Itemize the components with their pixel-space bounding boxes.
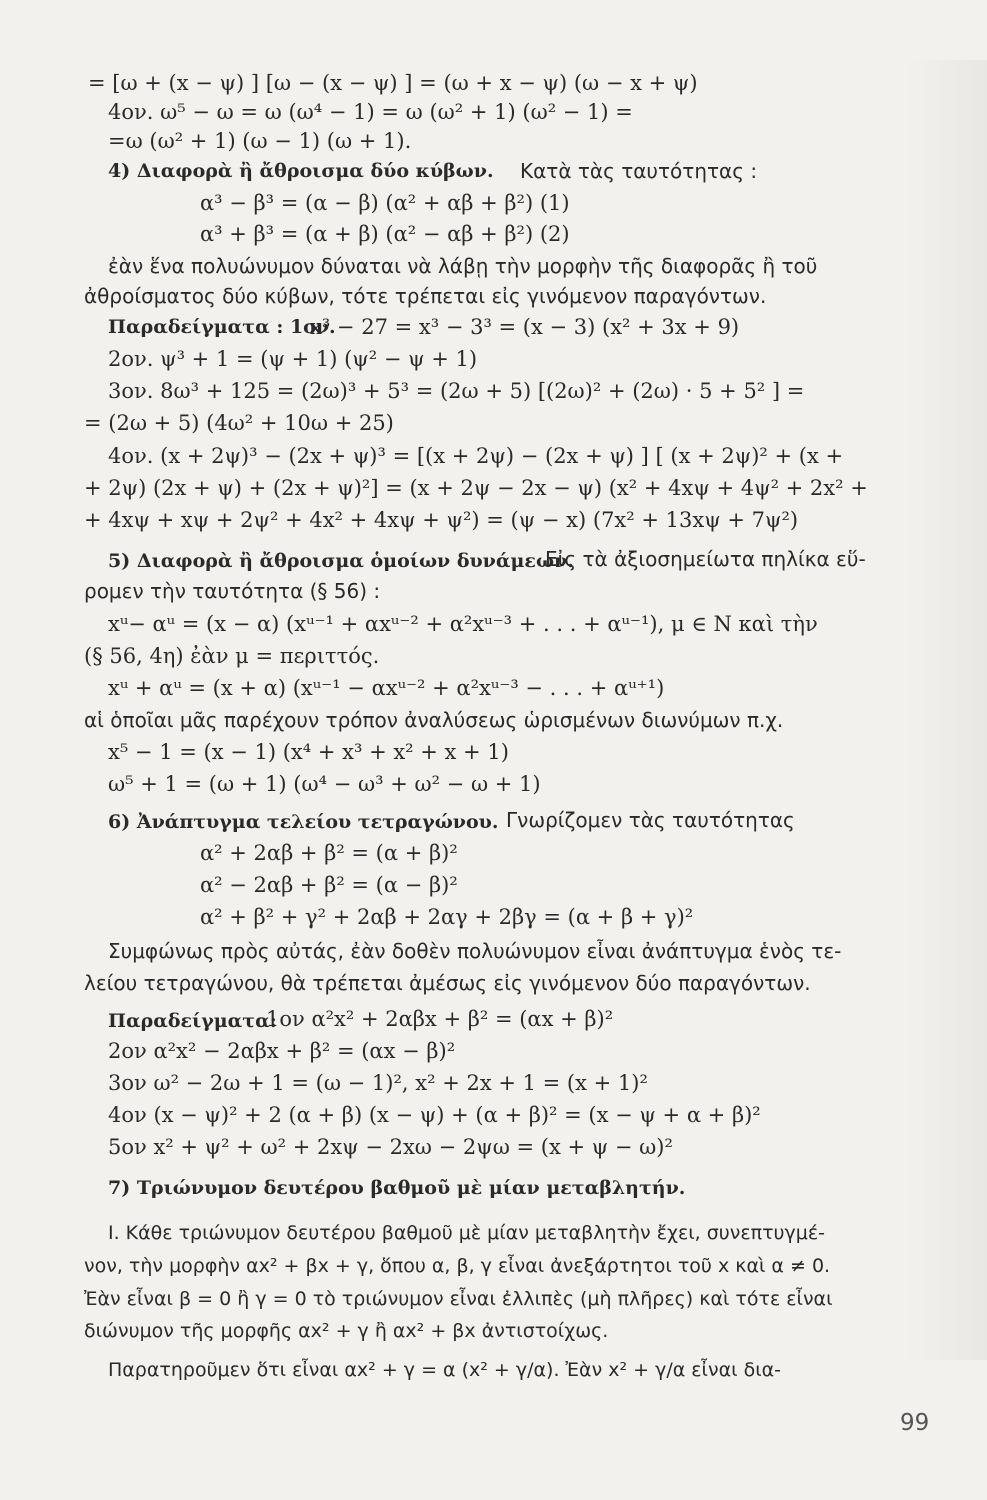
text-line: = [ω + (x − ψ) ] [ω − (x − ψ) ] = (ω + x − ψ) (ω − x + ψ) xyxy=(88,71,698,95)
example-line: 3ον. 8ω³ + 125 = (2ω)³ + 5³ = (2ω + 5) [(2ω)² + (2ω) · 5 + 5² ] = xyxy=(108,379,805,403)
example-line: 4ον. (x + 2ψ)³ − (2x + ψ)³ = [(x + 2ψ) − (2x + ψ) ] [ (x + 2ψ)² + (x + xyxy=(108,444,844,468)
text-line: Παρατηροῦμεν ὅτι εἶναι αx² + γ = α (x² + γ/α). Ἐὰν x² + γ/α εἶναι δια- xyxy=(108,1359,782,1381)
text-line: =ω (ω² + 1) (ω − 1) (ω + 1). xyxy=(108,129,412,153)
text-line: 4ον. ω⁵ − ω = ω (ω⁴ − 1) = ω (ω² + 1) (ω² − 1) = xyxy=(108,100,633,124)
text-line: ρομεν τὴν ταυτότητα (§ 56) : xyxy=(84,579,381,603)
identity-line: α³ + β³ = (α + β) (α² − αβ + β²) (2) xyxy=(200,222,570,246)
example-line: 2ον α²x² − 2αβx + β² = (αx − β)² xyxy=(108,1039,456,1063)
identity-line: xᵘ + αᵘ = (x + α) (xᵘ⁻¹ − αxᵘ⁻² + α²xᵘ⁻³ − . . . + αᵘ⁺¹) xyxy=(108,676,665,700)
identity-line: α² + 2αβ + β² = (α + β)² xyxy=(200,841,458,865)
text-line: ἐὰν ἕνα πολυώνυμον δύναται νὰ λάβῃ τὴν μορφὴν τῆς διαφορᾶς ἢ τοῦ xyxy=(108,254,818,278)
example-line: + 4xψ + xψ + 2ψ² + 4x² + 4xψ + ψ²) = (ψ − x) (7x² + 13xψ + 7ψ²) xyxy=(84,508,799,532)
example-line: + 2ψ) (2x + ψ) + (2x + ψ)²] = (x + 2ψ − 2x − ψ) (x² + 4xψ + 4ψ² + 2x² + xyxy=(84,476,868,500)
text-line: (§ 56, 4η) ἐὰν μ = περιττός. xyxy=(84,644,380,668)
example-line: 3ον ω² − 2ω + 1 = (ω − 1)², x² + 2x + 1 = (x + 1)² xyxy=(108,1071,648,1095)
text-line: ἀθροίσματος δύο κύβων, τότε τρέπεται εἰς γινόμενον παραγόντων. xyxy=(84,284,767,308)
section-heading: 6) Ἀνάπτυγμα τελείου τετραγώνου. xyxy=(108,811,499,833)
examples-label: Παραδείγματα : 1ον. xyxy=(108,316,336,338)
section-heading: 7) Τριώνυμον δευτέρου βαθμοῦ μὲ μίαν μεταβλητήν. xyxy=(108,1177,686,1199)
text-line: Εἰς τὰ ἀξιοσημείωτα πηλίκα εὕ- xyxy=(545,547,866,571)
text-line: Συμφώνως πρὸς αὐτάς, ἐὰν δοθὲν πολυώνυμον εἶναι ἀνάπτυγμα ἑνὸς τε- xyxy=(108,939,842,963)
example-line: = (2ω + 5) (4ω² + 10ω + 25) xyxy=(84,411,394,435)
identity-line: x⁵ − 1 = (x − 1) (x⁴ + x³ + x² + x + 1) xyxy=(108,740,509,764)
identity-line: α² + β² + γ² + 2αβ + 2αγ + 2βγ = (α + β + γ)² xyxy=(200,905,694,929)
text-line: νον, τὴν μορφὴν αx² + βx + γ, ὅπου α, β, γ εἶναι ἀνεξάρτητοι τοῦ x καὶ α ≠ 0. xyxy=(84,1255,831,1277)
text-line: Γνωρίζομεν τὰς ταυτότητας xyxy=(506,808,795,832)
text-line: I. Κάθε τριώνυμον δευτέρου βαθμοῦ μὲ μίαν μεταβλητὴν ἔχει, συνεπτυγμέ- xyxy=(108,1222,825,1244)
example-line: 1ον α²x² + 2αβx + β² = (αx + β)² xyxy=(266,1007,614,1031)
facing-page-bleed xyxy=(907,60,987,1360)
text-line: Ἐὰν εἶναι β = 0 ἢ γ = 0 τὸ τριώνυμον εἶναι ἐλλιπὲς (μὴ πλῆρες) καὶ τότε εἶναι xyxy=(84,1288,833,1310)
example-line: 5ον x² + ψ² + ω² + 2xψ − 2xω − 2ψω = (x + ψ − ω)² xyxy=(108,1135,673,1159)
text-line: λείου τετραγώνου, θὰ τρέπεται ἀμέσως εἰς γινόμενον δύο παραγόντων. xyxy=(84,971,811,995)
text-line: Κατὰ τὰς ταυτότητας : xyxy=(520,159,758,183)
example-line: 2ον. ψ³ + 1 = (ψ + 1) (ψ² − ψ + 1) xyxy=(108,347,478,371)
identity-line: α² − 2αβ + β² = (α − β)² xyxy=(200,873,458,897)
text-line: αἱ ὁποῖαι μᾶς παρέχουν τρόπον ἀναλύσεως ὡρισμένων διωνύμων π.χ. xyxy=(84,708,784,732)
section-heading: 4) Διαφορὰ ἢ ἄθροισμα δύο κύβων. xyxy=(108,160,494,182)
example-line: x³ − 27 = x³ − 3³ = (x − 3) (x² + 3x + 9) xyxy=(310,315,740,339)
page-number: 99 xyxy=(900,1410,930,1436)
identity-line: α³ − β³ = (α − β) (α² + αβ + β²) (1) xyxy=(200,191,570,215)
example-line: 4ον (x − ψ)² + 2 (α + β) (x − ψ) + (α + β)² = (x − ψ + α + β)² xyxy=(108,1103,761,1127)
text-line: διώνυμον τῆς μορφῆς αx² + γ ἢ αx² + βx ἀντιστοίχως. xyxy=(84,1320,609,1342)
examples-label: Παραδείγματα: xyxy=(108,1010,277,1032)
section-heading: 5) Διαφορὰ ἢ ἄθροισμα ὁμοίων δυνάμεων. xyxy=(108,550,574,572)
identity-line: ω⁵ + 1 = (ω + 1) (ω⁴ − ω³ + ω² − ω + 1) xyxy=(108,772,541,796)
identity-line: xᵘ− αᵘ = (x − α) (xᵘ⁻¹ + αxᵘ⁻² + α²xᵘ⁻³ + . . . + αᵘ⁻¹), μ ∈ N καὶ τὴν xyxy=(108,612,818,636)
